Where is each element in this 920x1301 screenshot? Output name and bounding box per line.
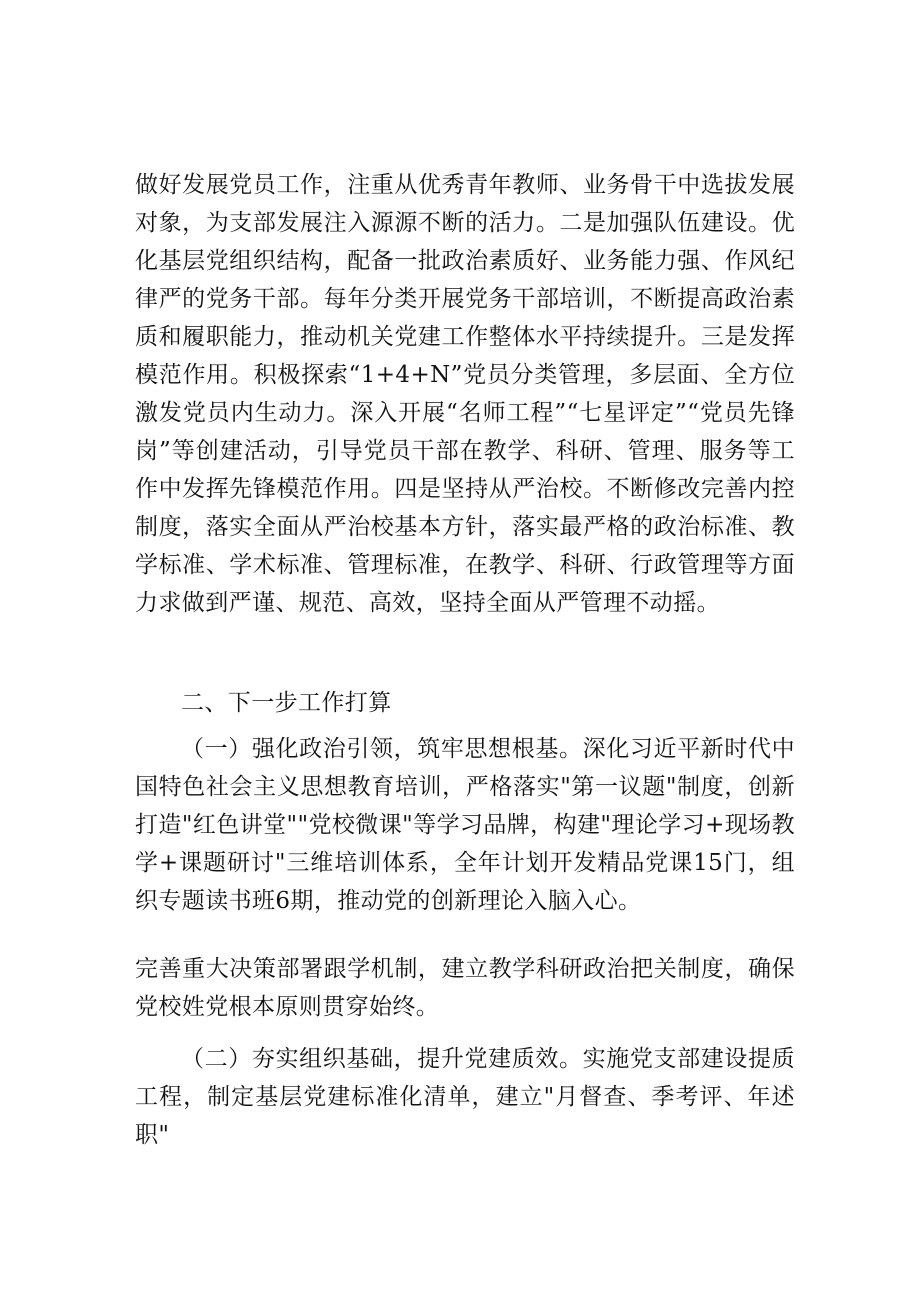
section-heading-next-steps: 二、下一步工作打算	[181, 690, 392, 716]
body-paragraph-decision-mechanism: 完善重大决策部署跟学机制，建立教学科研政治把关制度，确保党校姓党根本原则贯穿始终。	[135, 956, 795, 1020]
body-paragraph-political-guidance: （一）强化政治引领，筑牢思想根基。深化习近平新时代中国特色社会主义思想教育培训，严格落实"第一议题"制度，创新打造"红色讲堂""党校微课"等学习品牌，构建"理论学习+现场教学+课题研讨"三维培训体系，全年计划开发精品党课15门，组织专题读书班6期，推动党的创新理论入脑入心。	[135, 736, 795, 914]
body-paragraph-organization-foundation: （二）夯实组织基础，提升党建质效。实施党支部建设提质工程，制定基层党建标准化清单，建立"月督查、季考评、年述职"	[135, 1046, 795, 1148]
body-paragraph-continued: 做好发展党员工作，注重从优秀青年教师、业务骨干中选拔发展对象，为支部发展注入源源不断的活力。二是加强队伍建设。优化基层党组织结构，配备一批政治素质好、业务能力强、作风纪律严的党务干部。每年分类开展党务干部培训，不断提高政治素质和履职能力，推动机关党建工作整体水平持续提升。三是发挥模范作用。积极探索“1+4+N”党员分类管理，多层面、全方位激发党员内生动力。深入开展“名师工程”“七星评定”“党员先锋岗”等创建活动，引导党员干部在教学、科研、管理、服务等工作中发挥先锋模范作用。四是坚持从严治校。不断修改完善内控制度，落实全面从严治校基本方针，落实最严格的政治标准、教学标准、学术标准、管理标准，在教学、科研、行政管理等方面力求做到严谨、规范、高效，坚持全面从严管理不动摇。	[135, 172, 795, 616]
